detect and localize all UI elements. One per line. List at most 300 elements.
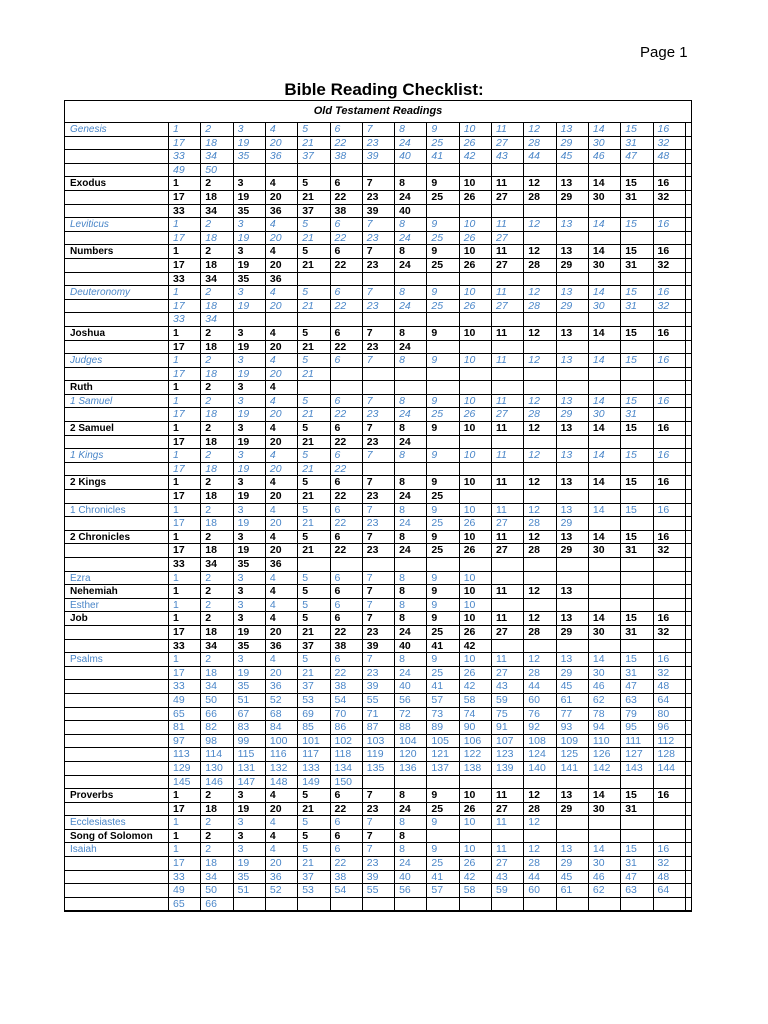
chapter-checkbox[interactable]: 36 xyxy=(269,870,282,883)
chapter-checkbox[interactable]: 14 xyxy=(592,789,605,802)
chapter-checkbox[interactable]: 32 xyxy=(657,625,670,638)
chapter-checkbox[interactable]: 19 xyxy=(237,857,250,870)
chapter-checkbox[interactable]: 23 xyxy=(366,544,379,557)
chapter-checkbox[interactable]: 5 xyxy=(302,476,309,489)
chapter-checkbox[interactable]: 22 xyxy=(334,666,347,679)
chapter-checkbox[interactable]: 21 xyxy=(302,299,314,312)
chapter-checkbox[interactable]: 5 xyxy=(302,503,309,516)
chapter-checkbox[interactable]: 1 xyxy=(173,123,179,135)
chapter-checkbox[interactable]: 96 xyxy=(657,721,670,734)
chapter-checkbox[interactable]: 17 xyxy=(173,299,185,312)
chapter-checkbox[interactable]: 13 xyxy=(560,653,573,666)
chapter-checkbox[interactable]: 12 xyxy=(528,286,540,299)
chapter-checkbox[interactable]: 8 xyxy=(399,571,405,584)
chapter-checkbox[interactable]: 7 xyxy=(366,829,373,842)
chapter-checkbox[interactable]: 2 xyxy=(205,354,212,367)
chapter-checkbox[interactable]: 29 xyxy=(560,190,573,203)
chapter-checkbox[interactable]: 31 xyxy=(625,857,637,870)
chapter-checkbox[interactable]: 12 xyxy=(528,326,540,339)
chapter-checkbox[interactable]: 37 xyxy=(302,204,314,217)
chapter-checkbox[interactable]: 72 xyxy=(399,707,411,720)
chapter-checkbox[interactable]: 50 xyxy=(205,693,217,706)
chapter-checkbox[interactable]: 2 xyxy=(205,598,212,611)
chapter-checkbox[interactable]: 5 xyxy=(302,612,309,625)
chapter-checkbox[interactable]: 35 xyxy=(237,204,250,217)
chapter-checkbox[interactable]: 24 xyxy=(399,625,411,638)
chapter-checkbox[interactable]: 14 xyxy=(592,394,605,407)
chapter-checkbox[interactable]: 42 xyxy=(463,150,476,163)
chapter-checkbox[interactable]: 8 xyxy=(399,612,405,625)
chapter-checkbox[interactable]: 35 xyxy=(237,558,250,570)
chapter-checkbox[interactable]: 26 xyxy=(463,625,476,638)
chapter-checkbox[interactable]: 12 xyxy=(528,123,540,135)
chapter-checkbox[interactable]: 9 xyxy=(431,789,438,802)
chapter-checkbox[interactable]: 8 xyxy=(399,653,405,666)
chapter-checkbox[interactable]: 18 xyxy=(205,231,217,244)
chapter-checkbox[interactable]: 20 xyxy=(269,544,282,557)
chapter-checkbox[interactable]: 31 xyxy=(625,408,637,421)
chapter-checkbox[interactable]: 2 xyxy=(205,530,212,543)
chapter-checkbox[interactable]: 7 xyxy=(366,530,373,543)
chapter-checkbox[interactable]: 46 xyxy=(592,150,605,163)
chapter-checkbox[interactable]: 14 xyxy=(592,123,605,135)
chapter-checkbox[interactable]: 127 xyxy=(625,748,643,761)
chapter-checkbox[interactable]: 19 xyxy=(237,299,250,312)
chapter-checkbox[interactable]: 58 xyxy=(463,884,476,897)
chapter-checkbox[interactable]: 3 xyxy=(237,829,244,842)
chapter-checkbox[interactable]: 8 xyxy=(399,476,405,489)
chapter-checkbox[interactable]: 17 xyxy=(173,666,185,679)
chapter-checkbox[interactable]: 103 xyxy=(366,734,385,747)
chapter-checkbox[interactable]: 10 xyxy=(463,612,476,625)
chapter-checkbox[interactable]: 52 xyxy=(269,884,282,897)
chapter-checkbox[interactable]: 11 xyxy=(496,843,507,856)
chapter-checkbox[interactable]: 16 xyxy=(657,503,670,516)
chapter-checkbox[interactable]: 27 xyxy=(496,190,508,203)
chapter-checkbox[interactable]: 5 xyxy=(302,653,309,666)
chapter-checkbox[interactable]: 56 xyxy=(399,693,411,706)
chapter-checkbox[interactable]: 17 xyxy=(173,367,185,380)
chapter-checkbox[interactable]: 34 xyxy=(205,680,217,693)
chapter-checkbox[interactable]: 24 xyxy=(399,190,411,203)
chapter-checkbox[interactable]: 144 xyxy=(657,761,676,774)
chapter-checkbox[interactable]: 12 xyxy=(528,789,540,802)
chapter-checkbox[interactable]: 6 xyxy=(334,816,341,829)
chapter-checkbox[interactable]: 27 xyxy=(496,857,508,870)
chapter-checkbox[interactable]: 2 xyxy=(205,245,212,258)
chapter-checkbox[interactable]: 21 xyxy=(302,802,314,815)
chapter-checkbox[interactable]: 15 xyxy=(625,394,637,407)
chapter-checkbox[interactable]: 9 xyxy=(431,422,438,435)
chapter-checkbox[interactable]: 17 xyxy=(173,190,185,203)
chapter-checkbox[interactable]: 121 xyxy=(431,748,449,761)
chapter-checkbox[interactable]: 7 xyxy=(366,354,373,367)
chapter-checkbox[interactable]: 134 xyxy=(334,761,353,774)
chapter-checkbox[interactable]: 95 xyxy=(625,721,637,734)
chapter-checkbox[interactable]: 17 xyxy=(173,258,185,271)
chapter-checkbox[interactable]: 13 xyxy=(560,476,573,489)
chapter-checkbox[interactable]: 9 xyxy=(431,354,438,367)
chapter-checkbox[interactable]: 25 xyxy=(431,857,444,870)
chapter-checkbox[interactable]: 13 xyxy=(560,286,573,299)
chapter-checkbox[interactable]: 50 xyxy=(205,163,217,176)
chapter-checkbox[interactable]: 16 xyxy=(657,449,670,462)
chapter-checkbox[interactable]: 60 xyxy=(528,884,540,897)
chapter-checkbox[interactable]: 12 xyxy=(528,394,540,407)
chapter-checkbox[interactable]: 16 xyxy=(657,530,670,543)
chapter-checkbox[interactable]: 26 xyxy=(463,231,476,244)
chapter-checkbox[interactable]: 7 xyxy=(366,571,373,584)
chapter-checkbox[interactable]: 7 xyxy=(366,422,373,435)
chapter-checkbox[interactable]: 18 xyxy=(205,802,217,815)
chapter-checkbox[interactable]: 9 xyxy=(431,449,438,462)
chapter-checkbox[interactable]: 25 xyxy=(431,625,444,638)
chapter-checkbox[interactable]: 16 xyxy=(657,843,670,856)
chapter-checkbox[interactable]: 115 xyxy=(237,748,255,761)
chapter-checkbox[interactable]: 3 xyxy=(237,530,244,543)
chapter-checkbox[interactable]: 14 xyxy=(592,503,605,516)
chapter-checkbox[interactable]: 6 xyxy=(334,177,341,190)
chapter-checkbox[interactable]: 4 xyxy=(269,816,276,829)
chapter-checkbox[interactable]: 5 xyxy=(302,123,309,135)
chapter-checkbox[interactable]: 15 xyxy=(625,503,637,516)
chapter-checkbox[interactable]: 23 xyxy=(366,258,379,271)
chapter-checkbox[interactable]: 4 xyxy=(269,612,276,625)
chapter-checkbox[interactable]: 20 xyxy=(269,802,282,815)
chapter-checkbox[interactable]: 34 xyxy=(205,272,217,285)
chapter-checkbox[interactable]: 21 xyxy=(302,666,314,679)
chapter-checkbox[interactable]: 21 xyxy=(302,517,314,530)
chapter-checkbox[interactable]: 18 xyxy=(205,258,217,271)
chapter-checkbox[interactable]: 3 xyxy=(237,354,244,367)
chapter-checkbox[interactable]: 17 xyxy=(173,490,185,503)
chapter-checkbox[interactable]: 22 xyxy=(334,857,347,870)
chapter-checkbox[interactable]: 25 xyxy=(431,258,444,271)
chapter-checkbox[interactable]: 2 xyxy=(205,843,212,856)
chapter-checkbox[interactable]: 42 xyxy=(463,870,476,883)
chapter-checkbox[interactable]: 21 xyxy=(302,367,314,380)
chapter-checkbox[interactable]: 4 xyxy=(269,123,276,135)
chapter-checkbox[interactable]: 24 xyxy=(399,435,411,448)
chapter-checkbox[interactable]: 12 xyxy=(528,245,540,258)
chapter-checkbox[interactable]: 107 xyxy=(496,734,514,747)
chapter-checkbox[interactable]: 1 xyxy=(173,177,179,190)
chapter-checkbox[interactable]: 12 xyxy=(528,612,540,625)
chapter-checkbox[interactable]: 64 xyxy=(657,884,670,897)
chapter-checkbox[interactable]: 42 xyxy=(463,639,476,652)
chapter-checkbox[interactable]: 2 xyxy=(205,123,212,135)
chapter-checkbox[interactable]: 49 xyxy=(173,693,185,706)
chapter-checkbox[interactable]: 1 xyxy=(173,381,179,394)
chapter-checkbox[interactable]: 13 xyxy=(560,612,573,625)
chapter-checkbox[interactable]: 21 xyxy=(302,408,314,421)
chapter-checkbox[interactable]: 24 xyxy=(399,490,411,503)
chapter-checkbox[interactable]: 6 xyxy=(334,612,341,625)
chapter-checkbox[interactable]: 2 xyxy=(205,177,212,190)
chapter-checkbox[interactable]: 26 xyxy=(463,544,476,557)
chapter-checkbox[interactable]: 4 xyxy=(269,653,276,666)
chapter-checkbox[interactable]: 43 xyxy=(496,680,508,693)
chapter-checkbox[interactable]: 40 xyxy=(399,204,411,217)
chapter-checkbox[interactable]: 89 xyxy=(431,721,444,734)
chapter-checkbox[interactable]: 19 xyxy=(237,231,250,244)
chapter-checkbox[interactable]: 14 xyxy=(592,653,605,666)
chapter-checkbox[interactable]: 39 xyxy=(366,680,379,693)
chapter-checkbox[interactable]: 19 xyxy=(237,408,250,421)
chapter-checkbox[interactable]: 35 xyxy=(237,680,250,693)
chapter-checkbox[interactable]: 128 xyxy=(657,748,676,761)
chapter-checkbox[interactable]: 5 xyxy=(302,177,309,190)
chapter-checkbox[interactable]: 24 xyxy=(399,136,411,149)
chapter-checkbox[interactable]: 7 xyxy=(366,789,373,802)
chapter-checkbox[interactable]: 4 xyxy=(269,829,276,842)
chapter-checkbox[interactable]: 1 xyxy=(173,476,179,489)
chapter-checkbox[interactable]: 2 xyxy=(205,816,212,829)
chapter-checkbox[interactable]: 99 xyxy=(237,734,250,747)
chapter-checkbox[interactable]: 45 xyxy=(560,870,573,883)
chapter-checkbox[interactable]: 1 xyxy=(173,598,179,611)
chapter-checkbox[interactable]: 142 xyxy=(592,761,611,774)
chapter-checkbox[interactable]: 1 xyxy=(173,585,179,598)
chapter-checkbox[interactable]: 21 xyxy=(302,857,314,870)
chapter-checkbox[interactable]: 1 xyxy=(173,449,179,462)
chapter-checkbox[interactable]: 6 xyxy=(334,326,341,339)
chapter-checkbox[interactable]: 41 xyxy=(431,639,444,652)
chapter-checkbox[interactable]: 30 xyxy=(592,136,605,149)
chapter-checkbox[interactable]: 40 xyxy=(399,639,411,652)
chapter-checkbox[interactable]: 12 xyxy=(528,177,540,190)
chapter-checkbox[interactable]: 24 xyxy=(399,666,411,679)
chapter-checkbox[interactable]: 47 xyxy=(625,680,637,693)
chapter-checkbox[interactable]: 6 xyxy=(334,286,341,299)
chapter-checkbox[interactable]: 26 xyxy=(463,258,476,271)
chapter-checkbox[interactable]: 1 xyxy=(173,326,179,339)
chapter-checkbox[interactable]: 15 xyxy=(625,422,637,435)
chapter-checkbox[interactable]: 13 xyxy=(560,245,573,258)
chapter-checkbox[interactable]: 6 xyxy=(334,530,341,543)
chapter-checkbox[interactable]: 51 xyxy=(237,884,250,897)
chapter-checkbox[interactable]: 63 xyxy=(625,693,637,706)
chapter-checkbox[interactable]: 8 xyxy=(399,598,405,611)
chapter-checkbox[interactable]: 7 xyxy=(366,653,373,666)
chapter-checkbox[interactable]: 141 xyxy=(560,761,579,774)
chapter-checkbox[interactable]: 12 xyxy=(528,503,540,516)
chapter-checkbox[interactable]: 114 xyxy=(205,748,223,761)
chapter-checkbox[interactable]: 14 xyxy=(592,530,605,543)
chapter-checkbox[interactable]: 105 xyxy=(431,734,449,747)
chapter-checkbox[interactable]: 13 xyxy=(560,585,573,598)
chapter-checkbox[interactable]: 4 xyxy=(269,789,276,802)
chapter-checkbox[interactable]: 20 xyxy=(269,462,282,475)
chapter-checkbox[interactable]: 15 xyxy=(625,789,637,802)
chapter-checkbox[interactable]: 9 xyxy=(431,218,438,231)
chapter-checkbox[interactable]: 110 xyxy=(592,734,610,747)
chapter-checkbox[interactable]: 34 xyxy=(205,870,217,883)
chapter-checkbox[interactable]: 23 xyxy=(366,802,379,815)
chapter-checkbox[interactable]: 6 xyxy=(334,789,341,802)
chapter-checkbox[interactable]: 120 xyxy=(399,748,417,761)
chapter-checkbox[interactable]: 5 xyxy=(302,422,309,435)
chapter-checkbox[interactable]: 1 xyxy=(173,218,179,231)
chapter-checkbox[interactable]: 92 xyxy=(528,721,540,734)
chapter-checkbox[interactable]: 16 xyxy=(657,123,670,135)
chapter-checkbox[interactable]: 15 xyxy=(625,449,637,462)
chapter-checkbox[interactable]: 8 xyxy=(399,829,405,842)
chapter-checkbox[interactable]: 38 xyxy=(334,204,347,217)
chapter-checkbox[interactable]: 16 xyxy=(657,653,670,666)
chapter-checkbox[interactable]: 37 xyxy=(302,150,314,163)
chapter-checkbox[interactable]: 67 xyxy=(237,707,250,720)
chapter-checkbox[interactable]: 23 xyxy=(366,136,379,149)
chapter-checkbox[interactable]: 18 xyxy=(205,544,217,557)
chapter-checkbox[interactable]: 131 xyxy=(237,761,256,774)
chapter-checkbox[interactable]: 71 xyxy=(366,707,379,720)
chapter-checkbox[interactable]: 44 xyxy=(528,680,540,693)
chapter-checkbox[interactable]: 4 xyxy=(269,381,276,394)
chapter-checkbox[interactable]: 2 xyxy=(205,326,212,339)
chapter-checkbox[interactable]: 6 xyxy=(334,394,341,407)
chapter-checkbox[interactable]: 19 xyxy=(237,802,250,815)
chapter-checkbox[interactable]: 15 xyxy=(625,653,637,666)
chapter-checkbox[interactable]: 16 xyxy=(657,354,670,367)
chapter-checkbox[interactable]: 42 xyxy=(463,680,476,693)
chapter-checkbox[interactable]: 28 xyxy=(528,190,540,203)
chapter-checkbox[interactable]: 33 xyxy=(173,150,185,163)
chapter-checkbox[interactable]: 3 xyxy=(237,123,244,135)
chapter-checkbox[interactable]: 116 xyxy=(269,748,287,761)
chapter-checkbox[interactable]: 20 xyxy=(269,408,282,421)
chapter-checkbox[interactable]: 10 xyxy=(463,326,476,339)
chapter-checkbox[interactable]: 22 xyxy=(334,462,347,475)
chapter-checkbox[interactable]: 88 xyxy=(399,721,411,734)
chapter-checkbox[interactable]: 10 xyxy=(463,245,476,258)
chapter-checkbox[interactable]: 34 xyxy=(205,313,217,326)
chapter-checkbox[interactable]: 23 xyxy=(366,340,379,353)
chapter-checkbox[interactable]: 24 xyxy=(399,408,411,421)
chapter-checkbox[interactable]: 4 xyxy=(269,394,276,407)
chapter-checkbox[interactable]: 8 xyxy=(399,530,405,543)
chapter-checkbox[interactable]: 23 xyxy=(366,435,379,448)
chapter-checkbox[interactable]: 122 xyxy=(463,748,482,761)
chapter-checkbox[interactable]: 3 xyxy=(237,245,244,258)
chapter-checkbox[interactable]: 10 xyxy=(463,476,476,489)
chapter-checkbox[interactable]: 13 xyxy=(560,789,573,802)
chapter-checkbox[interactable]: 84 xyxy=(269,721,282,734)
chapter-checkbox[interactable]: 7 xyxy=(366,394,373,407)
chapter-checkbox[interactable]: 15 xyxy=(625,177,637,190)
chapter-checkbox[interactable]: 17 xyxy=(173,435,185,448)
chapter-checkbox[interactable]: 17 xyxy=(173,857,185,870)
chapter-checkbox[interactable]: 34 xyxy=(205,204,217,217)
chapter-checkbox[interactable]: 135 xyxy=(366,761,385,774)
chapter-checkbox[interactable]: 47 xyxy=(625,870,637,883)
chapter-checkbox[interactable]: 15 xyxy=(625,286,637,299)
chapter-checkbox[interactable]: 123 xyxy=(496,748,514,761)
chapter-checkbox[interactable]: 32 xyxy=(657,544,670,557)
chapter-checkbox[interactable]: 9 xyxy=(431,816,438,829)
chapter-checkbox[interactable]: 65 xyxy=(173,707,185,720)
chapter-checkbox[interactable]: 4 xyxy=(269,286,276,299)
chapter-checkbox[interactable]: 27 xyxy=(496,136,508,149)
chapter-checkbox[interactable]: 2 xyxy=(205,286,212,299)
chapter-checkbox[interactable]: 7 xyxy=(366,177,373,190)
chapter-checkbox[interactable]: 29 xyxy=(560,299,573,312)
chapter-checkbox[interactable]: 132 xyxy=(269,761,288,774)
chapter-checkbox[interactable]: 27 xyxy=(496,625,508,638)
chapter-checkbox[interactable]: 14 xyxy=(592,245,605,258)
chapter-checkbox[interactable]: 11 xyxy=(496,530,508,543)
chapter-checkbox[interactable]: 147 xyxy=(237,775,256,788)
chapter-checkbox[interactable]: 3 xyxy=(237,177,244,190)
chapter-checkbox[interactable]: 64 xyxy=(657,693,670,706)
chapter-checkbox[interactable]: 20 xyxy=(269,299,282,312)
chapter-checkbox[interactable]: 24 xyxy=(399,231,411,244)
chapter-checkbox[interactable]: 43 xyxy=(496,870,508,883)
chapter-checkbox[interactable]: 31 xyxy=(625,625,637,638)
chapter-checkbox[interactable]: 23 xyxy=(366,190,379,203)
chapter-checkbox[interactable]: 39 xyxy=(366,870,379,883)
chapter-checkbox[interactable]: 12 xyxy=(528,653,540,666)
chapter-checkbox[interactable]: 20 xyxy=(269,231,282,244)
chapter-checkbox[interactable]: 87 xyxy=(366,721,379,734)
chapter-checkbox[interactable]: 33 xyxy=(173,313,185,326)
chapter-checkbox[interactable]: 6 xyxy=(334,245,341,258)
chapter-checkbox[interactable]: 139 xyxy=(496,761,514,774)
chapter-checkbox[interactable]: 25 xyxy=(431,231,444,244)
chapter-checkbox[interactable]: 77 xyxy=(560,707,573,720)
chapter-checkbox[interactable]: 6 xyxy=(334,218,341,231)
chapter-checkbox[interactable]: 117 xyxy=(302,748,319,761)
chapter-checkbox[interactable]: 2 xyxy=(205,585,212,598)
chapter-checkbox[interactable]: 12 xyxy=(528,449,540,462)
chapter-checkbox[interactable]: 18 xyxy=(205,625,217,638)
chapter-checkbox[interactable]: 31 xyxy=(625,258,637,271)
chapter-checkbox[interactable]: 10 xyxy=(463,789,476,802)
chapter-checkbox[interactable]: 32 xyxy=(657,299,670,312)
chapter-checkbox[interactable]: 29 xyxy=(560,802,573,815)
chapter-checkbox[interactable]: 4 xyxy=(269,245,276,258)
chapter-checkbox[interactable]: 1 xyxy=(173,245,179,258)
chapter-checkbox[interactable]: 101 xyxy=(302,734,320,747)
chapter-checkbox[interactable]: 17 xyxy=(173,625,185,638)
chapter-checkbox[interactable]: 148 xyxy=(269,775,288,788)
chapter-checkbox[interactable]: 56 xyxy=(399,884,411,897)
chapter-checkbox[interactable]: 20 xyxy=(269,490,282,503)
chapter-checkbox[interactable]: 1 xyxy=(173,816,179,829)
chapter-checkbox[interactable]: 22 xyxy=(334,136,347,149)
chapter-checkbox[interactable]: 11 xyxy=(496,218,507,231)
chapter-checkbox[interactable]: 7 xyxy=(366,326,373,339)
chapter-checkbox[interactable]: 29 xyxy=(560,408,573,421)
chapter-checkbox[interactable]: 21 xyxy=(302,625,314,638)
chapter-checkbox[interactable]: 8 xyxy=(399,503,405,516)
chapter-checkbox[interactable]: 63 xyxy=(625,884,637,897)
chapter-checkbox[interactable]: 13 xyxy=(560,422,573,435)
chapter-checkbox[interactable]: 9 xyxy=(431,123,438,135)
chapter-checkbox[interactable]: 138 xyxy=(463,761,482,774)
chapter-checkbox[interactable]: 38 xyxy=(334,150,347,163)
chapter-checkbox[interactable]: 30 xyxy=(592,408,605,421)
chapter-checkbox[interactable]: 2 xyxy=(205,218,212,231)
chapter-checkbox[interactable]: 1 xyxy=(173,843,179,856)
chapter-checkbox[interactable]: 5 xyxy=(302,816,309,829)
chapter-checkbox[interactable]: 10 xyxy=(463,598,476,611)
chapter-checkbox[interactable]: 80 xyxy=(657,707,670,720)
chapter-checkbox[interactable]: 22 xyxy=(334,435,347,448)
chapter-checkbox[interactable]: 21 xyxy=(302,136,314,149)
chapter-checkbox[interactable]: 40 xyxy=(399,680,411,693)
chapter-checkbox[interactable]: 34 xyxy=(205,558,217,570)
